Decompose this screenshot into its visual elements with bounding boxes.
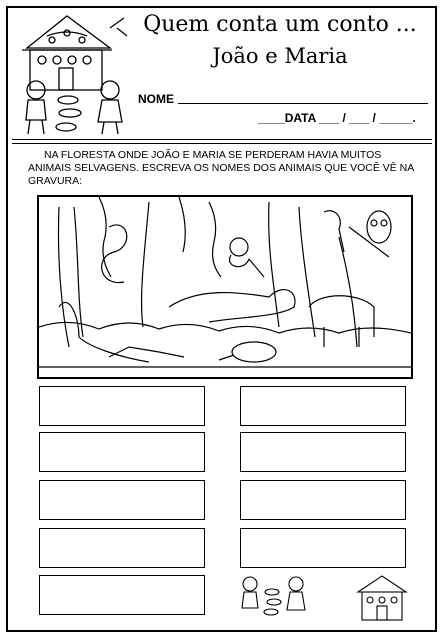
divider [12,139,432,144]
armadillo-icon [232,342,276,362]
answer-box-5[interactable] [39,480,205,520]
answer-box-4[interactable] [240,432,406,472]
instructions: NA FLORESTA ONDE JOÃO E MARIA SE PERDERAM HAVIA MUITOS ANIMAIS SELVAGENS. ESCREVA OS NOMES DOS ANIMAIS QUE VOCÊ VÊ NA GRAVURA: [28,149,414,187]
answer-box-6[interactable] [240,480,406,520]
title-line2: João e Maria [212,44,348,68]
date-field[interactable]: ____DATA ___ / ___ / _____. [258,111,416,125]
answer-box-9[interactable] [39,575,205,615]
answer-box-8[interactable] [240,528,406,568]
name-field[interactable] [178,103,428,104]
answer-box-3[interactable] [39,432,205,472]
answer-box-2[interactable] [240,386,406,426]
crocodile-icon [59,302,149,362]
answer-box-1[interactable] [39,386,205,426]
name-label: NOME [138,92,174,106]
monkey-icon [230,238,248,256]
children-icon [18,78,130,138]
answer-box-7[interactable] [39,528,205,568]
children-icon [238,574,310,626]
gingerbread-house-icon [352,572,414,626]
owl-icon [367,211,391,243]
jungle-illustration [37,195,413,379]
title-line1: Quem conta um conto ... [143,12,417,37]
tapir-icon [309,296,374,347]
